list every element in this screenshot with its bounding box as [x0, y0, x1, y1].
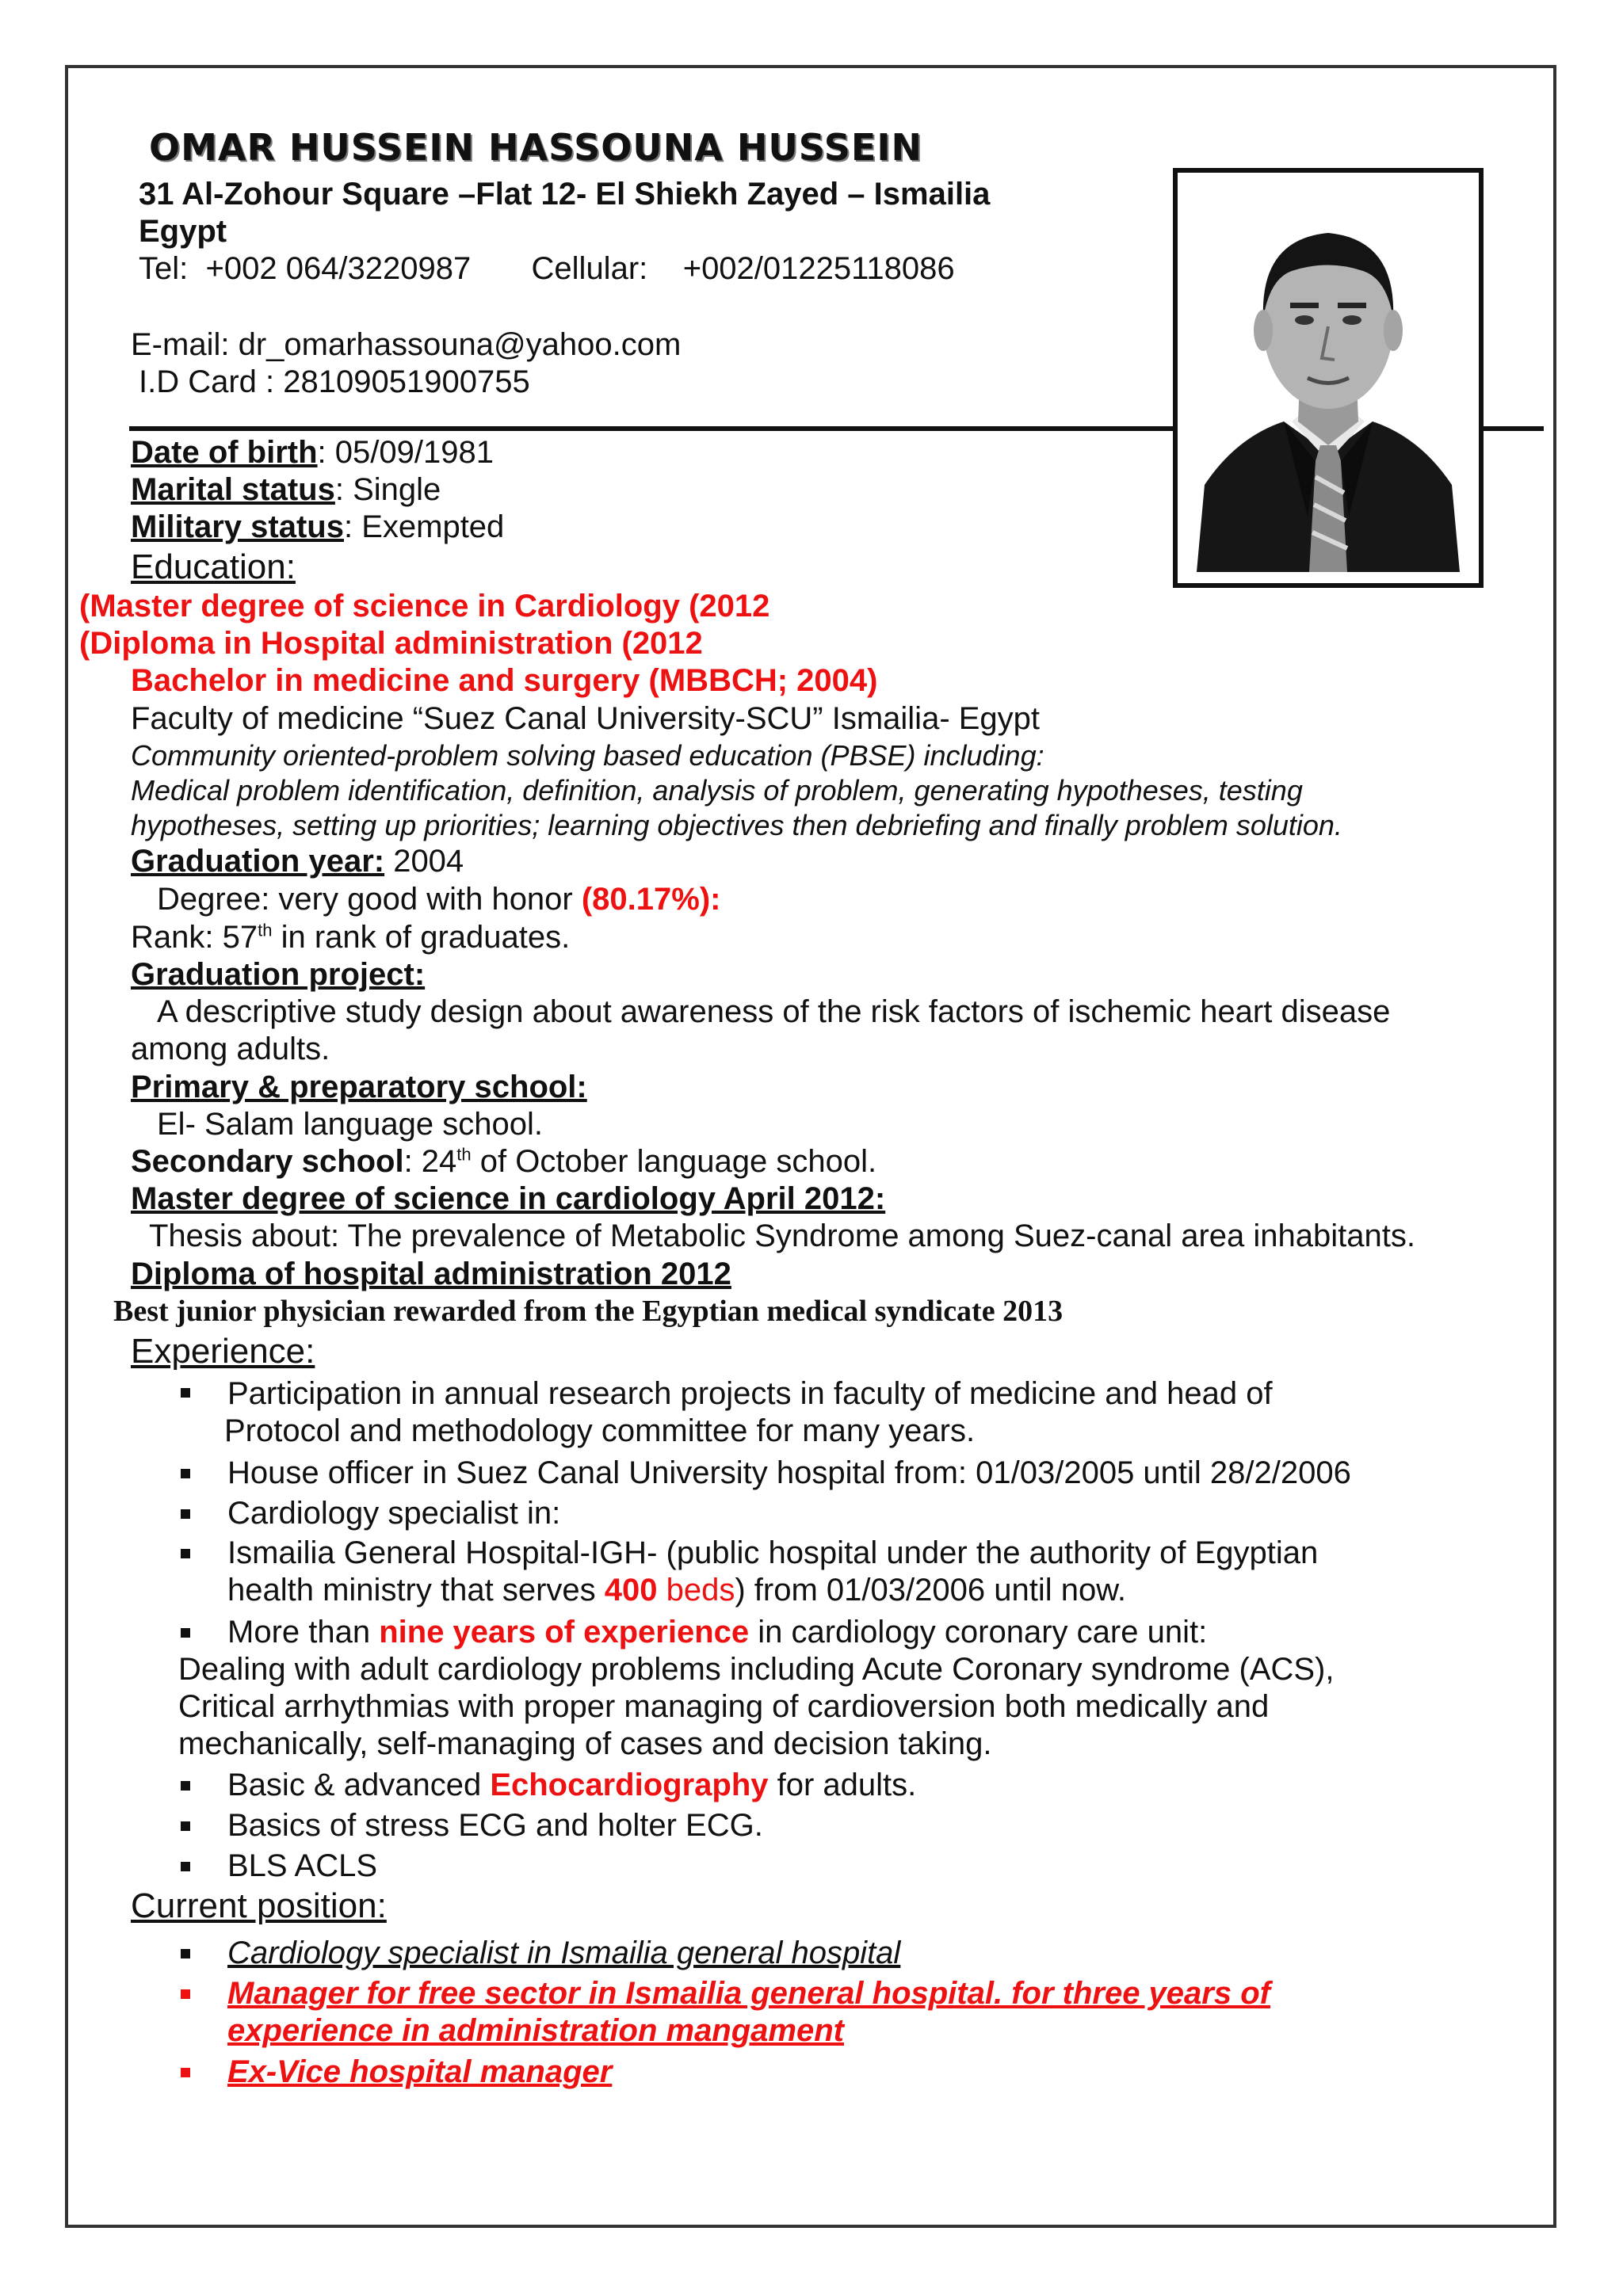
cell-label: Cellular: [531, 251, 648, 286]
dob-label: Date of birth [131, 435, 318, 470]
address-line-2: Egypt [139, 214, 227, 249]
marital-value: : Single [334, 472, 441, 507]
master-label: Master degree of science in cardiology April 2012: [131, 1181, 886, 1216]
edu-faculty: Faculty of medicine “Suez Canal University-SCU” Ismailia- Egypt [131, 701, 1041, 736]
current-item-2-line-1: Manager for free sector in Ismailia general hospital. for three years of [227, 1976, 1270, 2011]
grad-year-value: 2004 [384, 844, 464, 879]
primary-label: Primary & preparatory school: [131, 1070, 587, 1104]
tel-value: +002 064/3220987 [205, 251, 472, 286]
cell-value: +002/01225118086 [682, 251, 955, 286]
address-line-1: 31 Al-Zohour Square –Flat 12- El Shiekh Zayed – Ismailia [139, 177, 991, 212]
exp-para-line-3: mechanically, self-managing of cases and decision taking. [178, 1726, 992, 1761]
secondary-line [131, 1143, 876, 1180]
edu-master: (Master degree of science in Cardiology (2012 [79, 589, 770, 624]
email: E-mail: dr_omarhassouna@yahoo.com [131, 327, 682, 362]
experience-heading: Experience: [131, 1332, 315, 1371]
current-item-3: Ex-Vice hospital manager [227, 2054, 613, 2089]
edu-diploma: (Diploma in Hospital administration (2012 [79, 626, 703, 661]
marital-line [131, 471, 441, 509]
exp-item-3: Cardiology specialist in: [227, 1496, 561, 1531]
exp-item-8: BLS ACLS [227, 1848, 378, 1883]
bullet-icon [181, 1509, 190, 1519]
red-bullet-icon [181, 2068, 190, 2077]
grad-year-line [131, 843, 464, 880]
degree-text: Degree: very good with honor [157, 882, 582, 917]
exp-item-5-post: in cardiology coronary care unit: [749, 1615, 1208, 1650]
exp-item-4-post: ) from 01/03/2006 until now. [735, 1573, 1126, 1608]
secondary-label: Secondary school [131, 1144, 404, 1179]
thesis: Thesis about: The prevalence of Metabolic Syndrome among Suez-canal area inhabitants. [149, 1219, 1415, 1253]
rank-post: in rank of graduates. [272, 920, 571, 955]
edu-bachelor: Bachelor in medicine and surgery (MBBCH; 2004) [131, 663, 878, 698]
id-card: I.D Card : 28109051900755 [139, 364, 530, 399]
exp-item-4-line-2 [227, 1572, 1126, 1609]
exp-item-5 [227, 1614, 1207, 1651]
edu-pbse-2: Medical problem identification, definition, analysis of problem, generating hypotheses, testing [131, 774, 1303, 807]
bullet-icon [181, 1388, 190, 1398]
exp-item-5-pre: More than [227, 1615, 380, 1650]
bullet-icon [181, 1821, 190, 1831]
project-label: Graduation project: [131, 957, 426, 992]
exp-item-7: Basics of stress ECG and holter ECG. [227, 1808, 763, 1843]
exp-item-4-line-1: Ismailia General Hospital-IGH- (public hospital under the authority of Egyptian [227, 1535, 1319, 1570]
education-heading: Education: [131, 547, 296, 586]
dob-value: : 05/09/1981 [317, 435, 494, 470]
degree-line [157, 881, 720, 918]
project-line-1: A descriptive study design about awareness of the risk factors of ischemic heart disease [157, 994, 1391, 1029]
rank-line [131, 919, 570, 956]
exp-item-6 [227, 1767, 916, 1804]
exp-item-4-pre: health ministry that serves [227, 1573, 605, 1608]
military-line [131, 509, 504, 546]
person-photo-icon [1189, 184, 1468, 572]
secondary-post: of October language school. [471, 1144, 877, 1179]
edu-pbse-3: hypotheses, setting up priorities; learning objectives then debriefing and finally problem solution. [131, 809, 1342, 841]
tel-label: Tel: [139, 251, 189, 286]
secondary-pre: : 24 [403, 1144, 457, 1179]
exp-item-2: House officer in Suez Canal University hospital from: 01/03/2005 until 28/2/2006 [227, 1455, 1351, 1490]
bullet-icon [181, 1549, 190, 1558]
edu-pbse-1: Community oriented-problem solving based education (PBSE) including: [131, 739, 1044, 772]
current-item-1: Cardiology specialist in Ismailia general hospital [227, 1936, 901, 1970]
diploma-label: Diploma of hospital administration 2012 [131, 1257, 731, 1291]
exp-item-6-red: Echocardiography [490, 1768, 769, 1802]
exp-para-line-2: Critical arrhythmias with proper managing of cardioversion both medically and [178, 1689, 1270, 1724]
degree-pct: (80.17%): [581, 882, 721, 917]
award: Best junior physician rewarded from the Egyptian medical syndicate 2013 [113, 1295, 1064, 1328]
bullet-icon [181, 1949, 190, 1958]
rank-pre: Rank: 57 [131, 920, 258, 955]
exp-item-6-post: for adults. [768, 1768, 917, 1802]
phone-line [139, 250, 955, 288]
exp-item-1-line-2: Protocol and methodology committee for many years. [224, 1413, 976, 1448]
bullet-icon [181, 1628, 190, 1638]
rank-sup: th [258, 920, 273, 940]
exp-item-6-pre: Basic & advanced [227, 1768, 491, 1802]
bullet-icon [181, 1469, 190, 1478]
exp-item-5-red: nine years of experience [379, 1615, 750, 1650]
grad-year-label: Graduation year: [131, 844, 385, 879]
bullet-icon [181, 1781, 190, 1791]
bullet-icon [181, 1862, 190, 1871]
primary-value: El- Salam language school. [157, 1107, 543, 1142]
military-value: : Exempted [343, 509, 505, 544]
dob-line [131, 434, 494, 471]
military-label: Military status [131, 509, 344, 544]
current-item-2-line-2: experience in administration mangament [227, 2013, 844, 2048]
exp-item-4-num: 400 [604, 1573, 658, 1608]
red-bullet-icon [181, 1989, 190, 1999]
profile-photo [1173, 168, 1484, 588]
current-position-heading: Current position: [131, 1886, 387, 1925]
exp-item-4-beds: beds [657, 1573, 735, 1608]
secondary-sup: th [456, 1144, 472, 1165]
exp-para-line-1: Dealing with adult cardiology problems including Acute Coronary syndrome (ACS), [178, 1652, 1335, 1687]
project-line-2: among adults. [131, 1032, 330, 1066]
exp-item-1-line-1: Participation in annual research projects in faculty of medicine and head of [227, 1376, 1273, 1411]
marital-label: Marital status [131, 472, 335, 507]
candidate-name: OMAR HUSSEIN HASSOUNA HUSSEIN [149, 126, 922, 169]
